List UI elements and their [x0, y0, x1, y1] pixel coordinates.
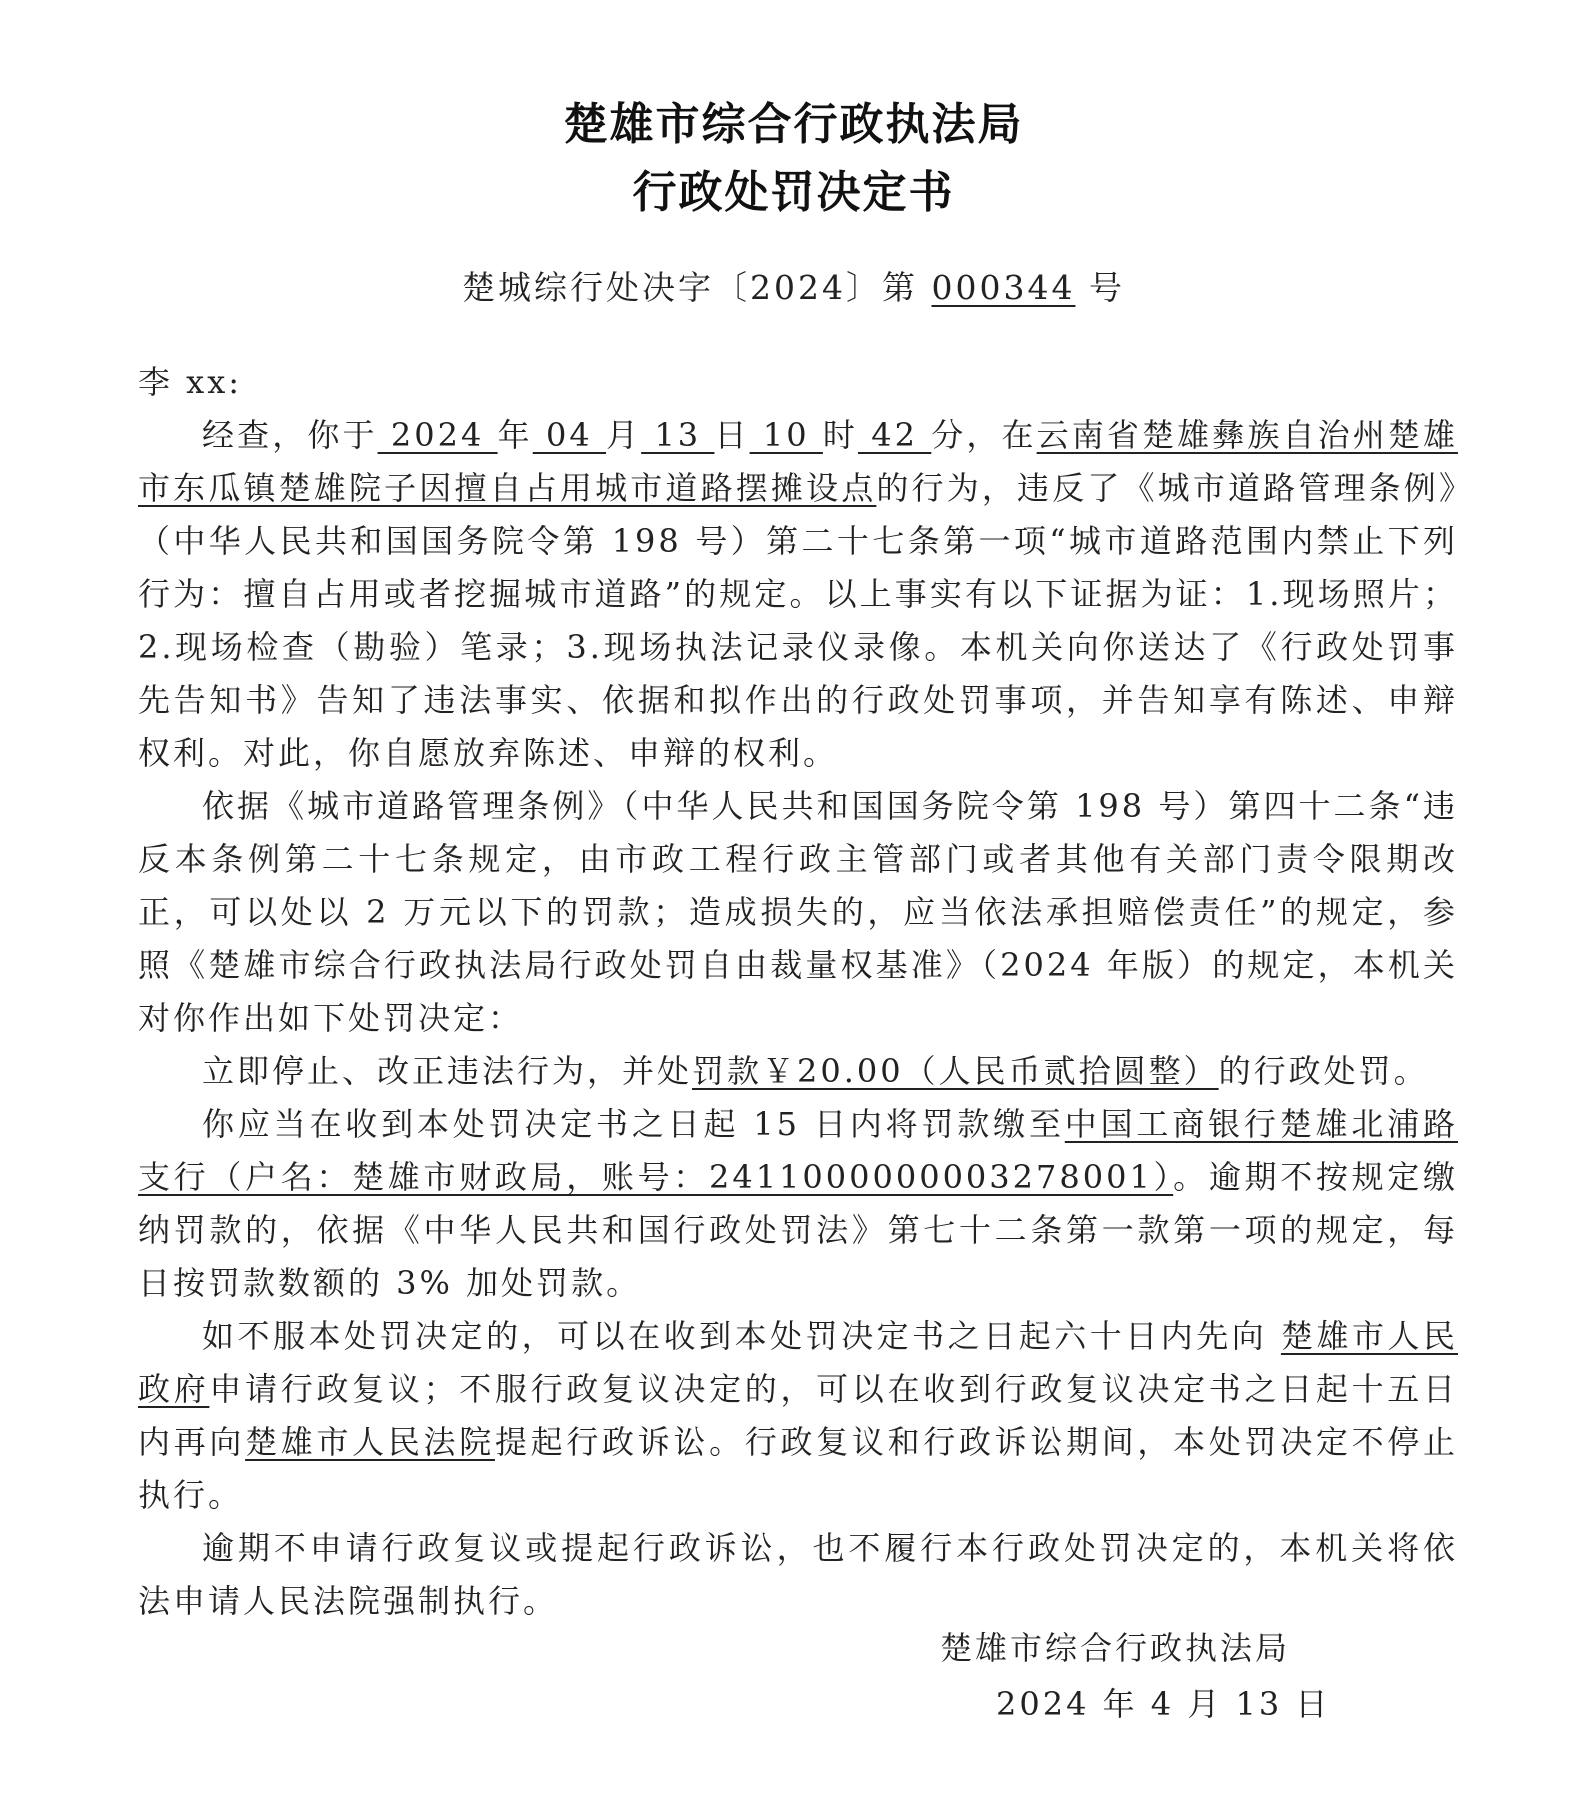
facts-minute: 42: [858, 416, 932, 454]
facts-year: 2024: [377, 416, 498, 454]
document-title-line2: 行政处罚决定书: [632, 167, 955, 218]
decision-text: 的行政处罚。: [1218, 1052, 1429, 1090]
facts-text: 时: [822, 416, 858, 454]
signature-block: [940, 1620, 1360, 1732]
document-title-line1: 楚雄市综合行政执法局: [563, 99, 1024, 150]
facts-text: 经查，你于: [202, 416, 378, 454]
appeal-text: 提起行政诉讼。行政复议和行政诉讼期间，本处罚决定不停止执行。: [138, 1423, 1458, 1514]
paragraph-payment: [138, 1098, 1458, 1310]
appeal-review-body: 楚雄市人民政府: [138, 1317, 1458, 1408]
signature-org: 楚雄市综合行政执法局: [940, 1629, 1291, 1667]
document-number: [0, 262, 1587, 309]
facts-month: 04: [532, 416, 607, 454]
signature-date: 2024 年 4 月 13 日: [996, 1685, 1331, 1723]
payment-text: 。逾期不按规定缴纳罚款的，依据《中华人民共和国行政处罚法》第七十二条第一款第一项的规定，每日按罚款数额的 3% 加处罚款。: [138, 1158, 1458, 1302]
document-number-value: 000344: [931, 268, 1076, 307]
addressee: 李 xx:: [138, 363, 243, 401]
document-body: [138, 356, 1458, 1628]
facts-text: 月: [606, 416, 642, 454]
facts-text: 的行为，违反了《城市道路管理条例》（中华人民共和国国务院令第 198 号）第二十七条第一项“城市道路范围内禁止下列行为：擅自占用或者挖掘城市道路”的规定。以上事实有以下证据为证：1.现场照片；2.现场检查（勘验）笔录；3.现场执法记录仪录像。本机关向你送达了《行政处罚事先告知书》告知了违法事实、依据和拟作出的行政处罚事项，并告知享有陈述、申辩权利。对此，你自愿放弃陈述、申辩的权利。: [138, 469, 1458, 772]
document-number-prefix: 楚城综行处决字〔2024〕第: [462, 268, 918, 307]
appeal-text: 申请行政复议；不服行政复议决定的，可以在收到行政复议决定书之日起十五日内再向: [138, 1370, 1458, 1461]
payment-text: 你应当在收到本处罚决定书之日起 15 日内将罚款缴至: [202, 1105, 1065, 1143]
document-number-suffix: 号: [1088, 268, 1125, 307]
paragraph-facts: [138, 409, 1458, 780]
facts-hour: 10: [749, 416, 823, 454]
facts-text: 分，在: [931, 416, 1037, 454]
appeal-text: 如不服本处罚决定的，可以在收到本处罚决定书之日起六十日内先向: [202, 1317, 1281, 1355]
decision-text: 立即停止、改正违法行为，并处: [202, 1052, 693, 1090]
decision-penalty: 罚款￥20.00（人民币贰拾圆整）: [692, 1052, 1219, 1090]
facts-text: 年: [497, 416, 533, 454]
facts-day: 13: [641, 416, 715, 454]
facts-text: 日: [714, 416, 750, 454]
paragraph-enforcement: 逾期不申请行政复议或提起行政诉讼，也不履行本行政处罚决定的，本机关将依法申请人民法院强制执行。: [138, 1529, 1458, 1620]
paragraph-appeal: [138, 1310, 1458, 1522]
paragraph-legal-basis: 依据《城市道路管理条例》（中华人民共和国国务院令第 198 号）第四十二条“违反本条例第二十七条规定，由市政工程行政主管部门或者其他有关部门责令限期改正，可以处以 2 万元以下的罚款；造成损失的，应当依法承担赔偿责任”的规定，参照《楚雄市综合行政执法局行政处罚自由裁量权基准》（2024 年版）的规定，本机关对你作出如下处罚决定：: [138, 787, 1458, 1037]
payment-bank: 中国工商银行楚雄北浦路支行（户名：楚雄市财政局，账号：2411000000003278001）: [138, 1105, 1458, 1196]
paragraph-decision: [138, 1045, 1458, 1098]
appeal-court: 楚雄市人民法院: [245, 1423, 495, 1461]
facts-location: 云南省楚雄彝族自治州楚雄市东瓜镇楚雄院子因擅自占用城市道路摆摊设点: [138, 416, 1458, 507]
